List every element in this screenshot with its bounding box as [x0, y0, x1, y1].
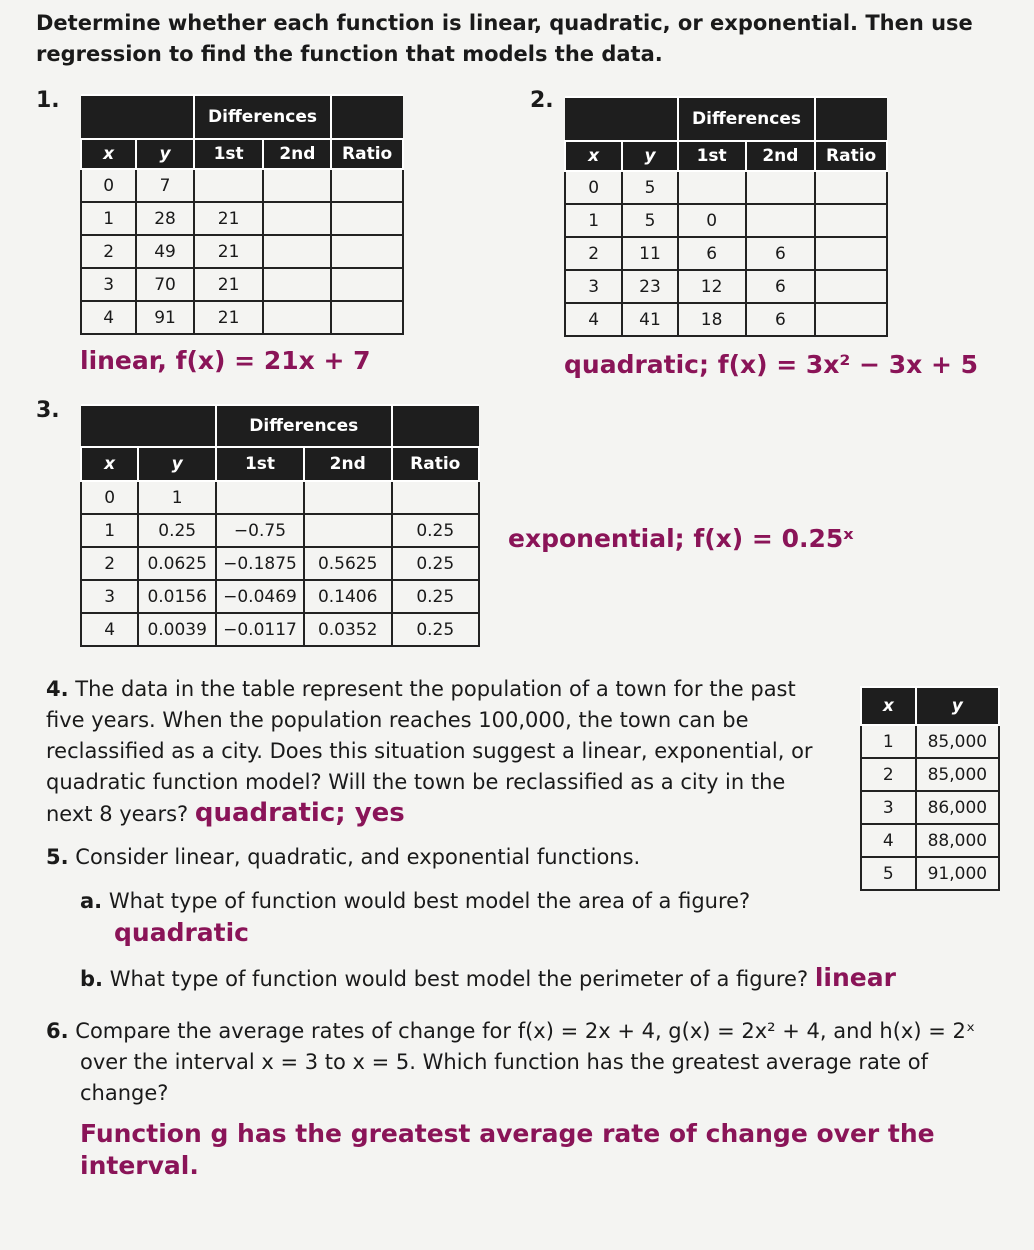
problem-6-number: 6. [46, 1019, 69, 1043]
table-cell [216, 481, 304, 514]
table-cell: 6 [746, 303, 816, 336]
table-cell: −0.1875 [216, 547, 304, 580]
problem-5a-label: a. [80, 889, 103, 913]
second-diff-header: 2nd [304, 447, 392, 481]
table-cell: 4 [565, 303, 622, 336]
table-cell: −0.0117 [216, 613, 304, 646]
table-cell: 3 [81, 580, 138, 613]
table-cell [815, 270, 887, 303]
table-cell: 91,000 [916, 857, 999, 890]
table-cell: 1 [861, 725, 916, 758]
table-cell: 41 [622, 303, 677, 336]
x-header: x [565, 141, 622, 171]
table-cell: 3 [81, 268, 136, 301]
problem-4-table [860, 686, 1000, 891]
problem-6 [46, 1016, 980, 1109]
table-cell: 91 [136, 301, 193, 334]
table-cell [331, 235, 403, 268]
problem-3-table [80, 404, 480, 647]
table-cell: 0.1406 [304, 580, 392, 613]
table-cell [304, 481, 392, 514]
table-cell: 6 [746, 270, 816, 303]
table-cell [331, 268, 403, 301]
differences-header: Differences [216, 405, 391, 447]
table-cell [331, 301, 403, 334]
table-cell: 2 [565, 237, 622, 270]
table-cell: 70 [136, 268, 193, 301]
table-cell: 49 [136, 235, 193, 268]
table-cell [392, 481, 480, 514]
y-header: y [138, 447, 216, 481]
table-cell: 21 [194, 202, 264, 235]
table-cell: 86,000 [916, 791, 999, 824]
table-row [81, 613, 479, 646]
y-header: y [916, 687, 999, 725]
problem-5-question: Consider linear, quadratic, and exponential functions. [75, 845, 641, 869]
table-cell: 85,000 [916, 725, 999, 758]
table-cell: 0 [678, 204, 746, 237]
first-diff-header: 1st [216, 447, 304, 481]
problem-2-answer: quadratic; f(x) = 3x² − 3x + 5 [564, 350, 979, 379]
problem-5b-label: b. [80, 967, 104, 991]
table-row [81, 481, 479, 514]
table-cell: 6 [678, 237, 746, 270]
problem-5a [80, 886, 774, 950]
table-cell: 0.0039 [138, 613, 216, 646]
problem-1-number: 1. [36, 88, 60, 113]
table-cell: 85,000 [916, 758, 999, 791]
table-cell: 28 [136, 202, 193, 235]
problem-5a-answer: quadratic [114, 918, 249, 947]
problem-5-number: 5. [46, 845, 69, 869]
table-cell [331, 169, 403, 202]
second-diff-header: 2nd [263, 139, 331, 169]
table-cell [746, 171, 816, 204]
problem-6-question: Compare the average rates of change for f(x) = 2x + 4, g(x) = 2x² + 4, and h(x) = 2ˣ over the interval x = 3 to x = 5. Which function has the greatest average rate of change? [75, 1019, 976, 1105]
table-cell: 0 [81, 481, 138, 514]
table-cell [815, 303, 887, 336]
table-row [861, 791, 999, 824]
table-cell: 11 [622, 237, 677, 270]
table-cell: 23 [622, 270, 677, 303]
table-cell: −0.0469 [216, 580, 304, 613]
table-cell: 0 [565, 171, 622, 204]
table-cell: 12 [678, 270, 746, 303]
table-cell: 0.5625 [304, 547, 392, 580]
table-row [861, 857, 999, 890]
second-diff-header: 2nd [746, 141, 816, 171]
problem-4-question: The data in the table represent the population of a town for the past five years. When the population reaches 100,000, the town can be reclassified as a city. Does this situation suggest a linear, exponential, or quadratic function model? Will the town be reclassified as a city in the next 8 years? [46, 677, 813, 826]
table-cell: 4 [81, 301, 136, 334]
table-row [861, 758, 999, 791]
problem-4 [46, 674, 836, 830]
table-cell [815, 237, 887, 270]
ratio-header: Ratio [331, 139, 403, 169]
table-cell: 1 [565, 204, 622, 237]
table-cell: 5 [622, 171, 677, 204]
table-cell: 1 [81, 514, 138, 547]
problem-5 [46, 842, 640, 873]
table-cell [263, 202, 331, 235]
ratio-header: Ratio [392, 447, 480, 481]
table-row [81, 268, 403, 301]
table-cell [815, 204, 887, 237]
table-cell: 18 [678, 303, 746, 336]
table-row [565, 303, 887, 336]
problem-1-table [80, 94, 404, 335]
table-cell: 0.0352 [304, 613, 392, 646]
table-cell: 5 [622, 204, 677, 237]
instructions: Determine whether each function is linear, quadratic, or exponential. Then use regression to find the function that models the data. [36, 11, 973, 66]
table-cell: 6 [746, 237, 816, 270]
problem-5a-question: What type of function would best model the area of a figure? [108, 889, 751, 913]
table-cell [678, 171, 746, 204]
table-cell [815, 171, 887, 204]
table-cell: 3 [565, 270, 622, 303]
table-cell: 0.25 [392, 547, 480, 580]
table-cell [263, 169, 331, 202]
problem-5b-answer: linear [814, 963, 896, 992]
table-cell: 21 [194, 301, 264, 334]
problem-1-answer: linear, f(x) = 21x + 7 [80, 346, 371, 375]
problem-3-answer: exponential; f(x) = 0.25ˣ [508, 524, 854, 553]
problem-6-answer: Function g has the greatest average rate of change over the interval. [80, 1119, 935, 1180]
table-row [861, 725, 999, 758]
table-cell: 0.0625 [138, 547, 216, 580]
x-header: x [81, 447, 138, 481]
table-cell [263, 268, 331, 301]
table-cell: 7 [136, 169, 193, 202]
table-row [565, 237, 887, 270]
table-cell [304, 514, 392, 547]
problem-3-number: 3. [36, 398, 60, 423]
table-row [81, 547, 479, 580]
table-cell: 88,000 [916, 824, 999, 857]
problem-4-answer: quadratic; yes [194, 798, 405, 828]
table-cell: 0.25 [392, 514, 480, 547]
problem-2-table [564, 96, 888, 337]
table-cell: 0.25 [138, 514, 216, 547]
x-header: x [861, 687, 916, 725]
table-cell: 1 [81, 202, 136, 235]
table-cell [331, 202, 403, 235]
y-header: y [622, 141, 677, 171]
table-cell: 2 [81, 547, 138, 580]
problem-4-number: 4. [46, 677, 69, 701]
table-cell: 21 [194, 235, 264, 268]
table-row [565, 204, 887, 237]
table-cell: 2 [81, 235, 136, 268]
table-cell: 3 [861, 791, 916, 824]
x-header: x [81, 139, 136, 169]
table-cell: 5 [861, 857, 916, 890]
differences-header: Differences [194, 95, 332, 139]
table-cell: 0.0156 [138, 580, 216, 613]
table-cell: 21 [194, 268, 264, 301]
table-cell: 0.25 [392, 580, 480, 613]
table-cell: 2 [861, 758, 916, 791]
first-diff-header: 1st [194, 139, 264, 169]
table-cell: 4 [81, 613, 138, 646]
table-cell: 0.25 [392, 613, 480, 646]
table-row [81, 169, 403, 202]
table-cell: −0.75 [216, 514, 304, 547]
table-row [81, 202, 403, 235]
table-cell [263, 235, 331, 268]
y-header: y [136, 139, 193, 169]
table-row [565, 171, 887, 204]
ratio-header: Ratio [815, 141, 887, 171]
problem-2-number: 2. [530, 88, 554, 113]
table-cell: 1 [138, 481, 216, 514]
problem-5b-question: What type of function would best model the perimeter of a figure? [109, 967, 809, 991]
first-diff-header: 1st [678, 141, 746, 171]
differences-header: Differences [678, 97, 816, 141]
table-row [81, 301, 403, 334]
table-cell: 0 [81, 169, 136, 202]
table-row [565, 270, 887, 303]
problem-5b [80, 962, 1020, 995]
table-cell: 4 [861, 824, 916, 857]
table-row [81, 580, 479, 613]
table-cell [194, 169, 264, 202]
table-cell [263, 301, 331, 334]
table-row [861, 824, 999, 857]
table-row [81, 514, 479, 547]
table-cell [746, 204, 816, 237]
table-row [81, 235, 403, 268]
